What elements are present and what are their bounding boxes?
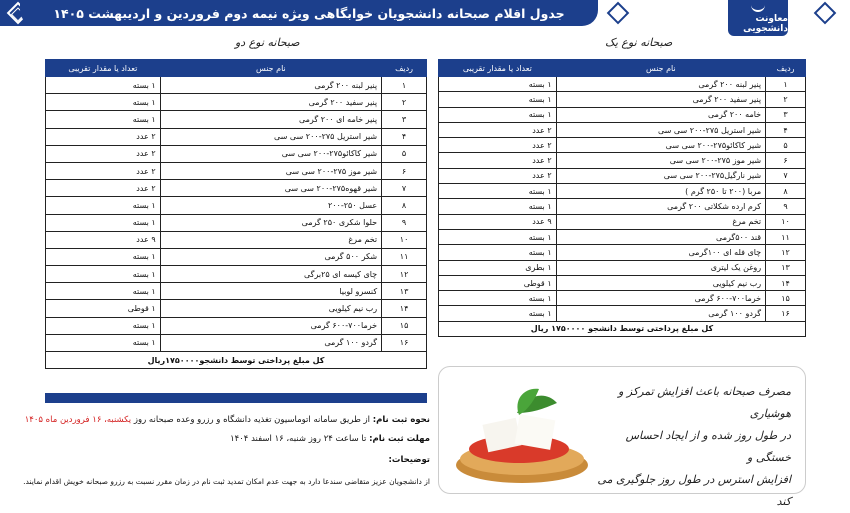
row-number: ۴ xyxy=(382,128,427,145)
table-row xyxy=(46,231,427,248)
table-row xyxy=(439,153,806,168)
col-header-item: نام جنس xyxy=(160,60,381,77)
table-row xyxy=(46,128,427,145)
deadline-line xyxy=(230,434,430,444)
row-number: ۵ xyxy=(382,145,427,162)
table-row xyxy=(439,138,806,153)
row-number: ۳ xyxy=(382,111,427,128)
item-name: عسل ۲۵۰-۲۰۰ xyxy=(160,197,381,214)
logo-mark-icon xyxy=(751,2,765,12)
total-amount: کل مبلغ پرداختی توسط دانشجو۱۷۵۰۰۰۰ریال xyxy=(46,352,427,369)
table-header-row xyxy=(439,60,806,77)
item-quantity: ۱ بسته xyxy=(439,291,557,306)
item-name: کنسرو لوبیا xyxy=(160,283,381,300)
item-quantity: ۲ عدد xyxy=(46,180,161,197)
row-number: ۱۱ xyxy=(382,248,427,265)
item-quantity: ۱ بسته xyxy=(439,77,557,92)
divider-bar xyxy=(45,393,427,403)
table-row xyxy=(46,94,427,111)
item-quantity: ۲ عدد xyxy=(46,145,161,162)
row-number: ۷ xyxy=(766,168,806,183)
row-number: ۱۵ xyxy=(766,291,806,306)
item-quantity: ۱ بسته xyxy=(46,214,161,231)
item-name: شیر استریل ۲۷۵-۲۰۰ سی سی xyxy=(160,128,381,145)
menu-two-title: صبحانه نوع دو xyxy=(235,36,300,49)
item-quantity: ۹ عدد xyxy=(46,231,161,248)
item-quantity: ۲ عدد xyxy=(439,122,557,137)
total-row xyxy=(439,321,806,336)
item-name: شیر نارگیل۲۷۵-۲۰۰ سی سی xyxy=(556,168,766,183)
table-row xyxy=(46,180,427,197)
table-row xyxy=(439,184,806,199)
item-name: شیر موز ۲۷۵-۲۰۰ سی سی xyxy=(556,153,766,168)
item-quantity: ۱ بسته xyxy=(46,248,161,265)
table-row xyxy=(46,77,427,94)
row-number: ۲ xyxy=(382,94,427,111)
row-number: ۱ xyxy=(766,77,806,92)
row-number: ۹ xyxy=(766,199,806,214)
item-quantity: ۱ قوطی xyxy=(439,275,557,290)
row-number: ۹ xyxy=(382,214,427,231)
row-number: ۱۴ xyxy=(766,275,806,290)
table-row xyxy=(439,168,806,183)
page-header xyxy=(0,0,850,42)
item-name: چای فله ای ۱۰۰گرمی xyxy=(556,245,766,260)
item-quantity: ۲ عدد xyxy=(46,128,161,145)
deadline-label: مهلت ثبت نام: xyxy=(369,434,430,444)
item-name: خرما۷۰۰-۶۰۰ گرمی xyxy=(556,291,766,306)
row-number: ۱۲ xyxy=(382,266,427,283)
table-row xyxy=(46,111,427,128)
row-number: ۸ xyxy=(766,184,806,199)
item-name: شکر ۵۰۰ گرمی xyxy=(160,248,381,265)
table-row xyxy=(46,162,427,179)
title-banner xyxy=(20,0,598,26)
total-amount: کل مبلغ پرداختی توسط دانشجو ۱۷۵۰۰۰۰ ریال xyxy=(439,321,806,336)
item-quantity: ۱ بسته xyxy=(439,184,557,199)
row-number: ۶ xyxy=(382,162,427,179)
item-name: پنیر سفید ۲۰۰ گرمی xyxy=(160,94,381,111)
item-name: شیر موز ۲۷۵-۲۰۰ سی سی xyxy=(160,162,381,179)
table-row xyxy=(439,306,806,321)
item-name: تخم مرغ xyxy=(556,214,766,229)
item-quantity: ۱ بسته xyxy=(439,229,557,244)
item-name: شیر کاکائو۲۷۵-۲۰۰ سی سی xyxy=(556,138,766,153)
table-row xyxy=(46,283,427,300)
item-name: شیر قهوه۲۷۵-۲۰۰ سی سی xyxy=(160,180,381,197)
item-quantity: ۱ بسته xyxy=(439,92,557,107)
table-row xyxy=(439,245,806,260)
item-quantity: ۱ بسته xyxy=(46,266,161,283)
row-number: ۱۳ xyxy=(766,260,806,275)
row-number: ۱۵ xyxy=(382,317,427,334)
row-number: ۳ xyxy=(766,107,806,122)
item-name: گردو ۱۰۰ گرمی xyxy=(160,334,381,351)
col-header-item: نام جنس xyxy=(556,60,766,77)
notes-label: توضیحات: xyxy=(388,455,430,465)
row-number: ۲ xyxy=(766,92,806,107)
item-quantity: ۱ بسته xyxy=(439,199,557,214)
menu-one-title: صبحانه نوع یک xyxy=(605,36,673,49)
col-header-qty: تعداد یا مقدار تقریبی xyxy=(439,60,557,77)
item-quantity: ۱ بطری xyxy=(439,260,557,275)
registration-label: نحوه ثبت نام: xyxy=(372,415,430,425)
registration-line xyxy=(25,415,430,425)
table-row xyxy=(46,214,427,231)
row-number: ۱۲ xyxy=(766,245,806,260)
row-number: ۱۰ xyxy=(766,214,806,229)
item-name: چای کیسه ای ۲۵برگی xyxy=(160,266,381,283)
promo-line-1: مصرف صبحانه باعث افزایش تمرکز و هوشیاری xyxy=(618,385,791,420)
breakfast-image-icon xyxy=(447,373,597,489)
table-row xyxy=(439,275,806,290)
table-row xyxy=(46,266,427,283)
registration-date: یکشنبه، ۱۶ فروردین ماه ۱۴۰۵ xyxy=(24,415,132,425)
item-name: رب نیم کیلویی xyxy=(556,275,766,290)
row-number: ۴ xyxy=(766,122,806,137)
notes-text: از دانشجویان عزیز متقاضی سندعا دارد به جهت عدم امکان تمدید ثبت نام در زمان مقرر نسبت به رزرو صبحانه خویش اقدام نمایند. xyxy=(23,477,430,486)
table-row xyxy=(439,229,806,244)
table-row xyxy=(46,197,427,214)
item-name: پنیر سفید ۲۰۰ گرمی xyxy=(556,92,766,107)
table-header-row xyxy=(46,60,427,77)
item-quantity: ۱ بسته xyxy=(439,245,557,260)
row-number: ۱۶ xyxy=(382,334,427,351)
menu-two-table xyxy=(45,59,427,369)
promo-line-2: در طول روز شده و از ایجاد احساس خستگی و xyxy=(625,429,791,464)
notes-line xyxy=(389,455,430,465)
page-title: جدول اقلام صبحانه دانشجویان خوابگاهی ویژه نیمه دوم فروردین و اردیبهشت ۱۴۰۵ xyxy=(53,5,565,21)
row-number: ۵ xyxy=(766,138,806,153)
table-row xyxy=(439,77,806,92)
item-name: خرما۷۰۰-۶۰۰ گرمی xyxy=(160,317,381,334)
item-name: شیر استریل ۲۷۵-۲۰۰ سی سی xyxy=(556,122,766,137)
item-name: پنیر خامه ای ۲۰۰ گرمی xyxy=(160,111,381,128)
ornament-mid-icon xyxy=(600,0,636,26)
registration-text: از طریق سامانه اتوماسیون تغذیه دانشگاه و رزرو وعده صبحانه روز xyxy=(133,415,371,425)
row-number: ۷ xyxy=(382,180,427,197)
menu-one-table xyxy=(438,59,806,337)
item-quantity: ۲ عدد xyxy=(439,168,557,183)
university-logo xyxy=(728,0,788,36)
row-number: ۱۳ xyxy=(382,283,427,300)
row-number: ۱۶ xyxy=(766,306,806,321)
item-quantity: ۱ بسته xyxy=(46,197,161,214)
item-quantity: ۱ بسته xyxy=(46,111,161,128)
table-row xyxy=(46,248,427,265)
col-header-row: ردیف xyxy=(766,60,806,77)
item-quantity: ۱ بسته xyxy=(46,334,161,351)
item-name: مربا (۲۰۰ تا ۲۵۰ گرم ) xyxy=(556,184,766,199)
item-name: قند ۵۰۰گرمی xyxy=(556,229,766,244)
item-name: حلوا شکری ۲۵۰ گرمی xyxy=(160,214,381,231)
deadline-text: تا ساعت ۲۴ روز شنبه، ۱۶ اسفند ۱۴۰۴ xyxy=(230,434,367,444)
item-quantity: ۱ بسته xyxy=(46,283,161,300)
promo-line-3: افزایش استرس در طول روز جلوگیری می کند xyxy=(597,473,791,508)
item-name: شیر کاکائو۲۷۵-۲۰۰ سی سی xyxy=(160,145,381,162)
promo-text xyxy=(591,381,791,513)
table-row xyxy=(439,122,806,137)
item-quantity: ۱ بسته xyxy=(46,94,161,111)
table-row xyxy=(46,317,427,334)
item-quantity: ۲ عدد xyxy=(439,153,557,168)
logo-text: معاونت دانشجویی xyxy=(743,14,788,34)
item-quantity: ۹ عدد xyxy=(439,214,557,229)
table-row xyxy=(439,260,806,275)
row-number: ۱ xyxy=(382,77,427,94)
col-header-qty: تعداد یا مقدار تقریبی xyxy=(46,60,161,77)
item-name: تخم مرغ xyxy=(160,231,381,248)
item-quantity: ۱ بسته xyxy=(46,77,161,94)
item-name: پنیر لبنه ۲۰۰ گرمی xyxy=(160,77,381,94)
row-number: ۱۱ xyxy=(766,229,806,244)
item-name: پنیر لبنه ۲۰۰ گرمی xyxy=(556,77,766,92)
item-name: روغن یک لیتری xyxy=(556,260,766,275)
table-row xyxy=(439,291,806,306)
item-name: خامه ۲۰۰ گرمی xyxy=(556,107,766,122)
row-number: ۸ xyxy=(382,197,427,214)
item-quantity: ۲ عدد xyxy=(46,162,161,179)
item-quantity: ۲ عدد xyxy=(439,138,557,153)
ornament-far-right-icon xyxy=(800,0,850,26)
table-row xyxy=(46,145,427,162)
row-number: ۱۴ xyxy=(382,300,427,317)
table-row xyxy=(46,334,427,351)
col-header-row: ردیف xyxy=(382,60,427,77)
table-row xyxy=(46,300,427,317)
table-row xyxy=(439,199,806,214)
item-quantity: ۱ قوطی xyxy=(46,300,161,317)
item-name: گردو ۱۰۰ گرمی xyxy=(556,306,766,321)
item-name: کرم ارده شکلاتی ۲۰۰ گرمی xyxy=(556,199,766,214)
table-row xyxy=(439,214,806,229)
item-quantity: ۱ بسته xyxy=(439,306,557,321)
table-row xyxy=(439,92,806,107)
row-number: ۱۰ xyxy=(382,231,427,248)
total-row xyxy=(46,352,427,369)
row-number: ۶ xyxy=(766,153,806,168)
item-quantity: ۱ بسته xyxy=(439,107,557,122)
item-quantity: ۱ بسته xyxy=(46,317,161,334)
promo-box xyxy=(438,366,806,508)
item-name: رب نیم کیلویی xyxy=(160,300,381,317)
table-row xyxy=(439,107,806,122)
